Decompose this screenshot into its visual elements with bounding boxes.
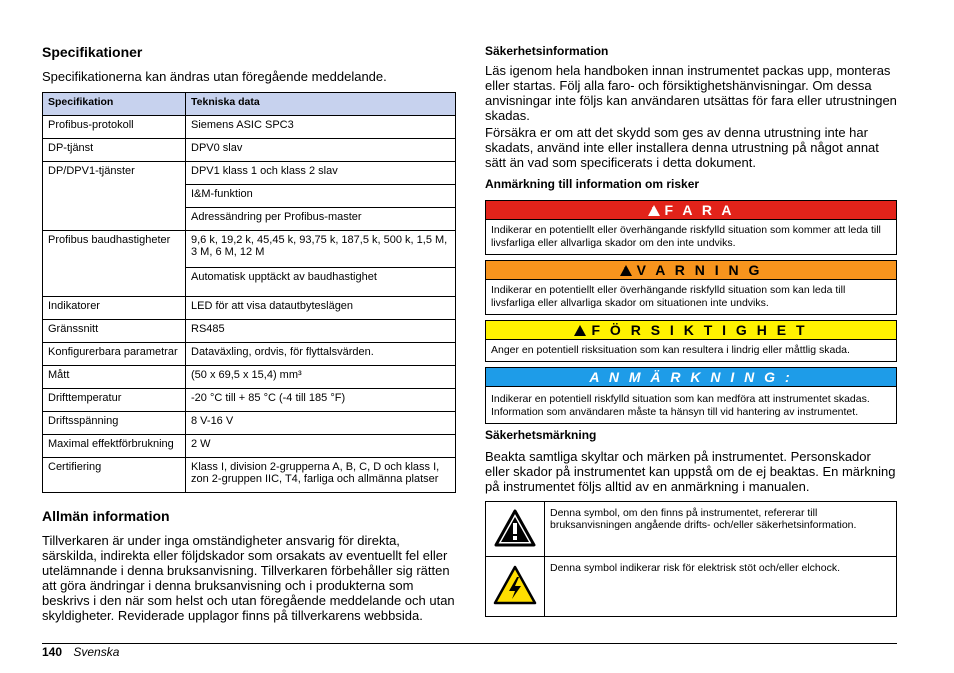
hazard-text: Indikerar en potentiellt eller överhängande riskfylld situation som kan leda till livsfarliga eller allvarliga skador om situationen inte undviks. [491, 284, 846, 309]
hazard-box [485, 320, 897, 362]
table-row [43, 343, 456, 366]
table-row [43, 162, 456, 185]
hazard-label: V A R N I N G [636, 262, 763, 278]
spec-value: I&M-funktion [186, 185, 456, 208]
safety-heading: Säkerhetsinformation [485, 44, 609, 58]
footer [42, 645, 119, 659]
spec-key: Mått [43, 366, 186, 389]
spec-value: -20 °C till + 85 °C (-4 till 185 °F) [186, 389, 456, 412]
general-heading: Allmän information [42, 508, 170, 524]
table-row [43, 297, 456, 320]
hazard-label-bar [486, 261, 896, 280]
spec-value: Adressändring per Profibus-master [186, 208, 456, 231]
safety-paragraph-1: Läs igenom hela handboken innan instrumentet packas upp, monteras eller startas. Följ alla faro- och försiktighetshänvisningar. Om dessa anvisningar inte följs kan användaren utsättas för fara eller utrustningen skadas. [485, 63, 897, 123]
table-row [43, 389, 456, 412]
footer-language: Svenska [73, 645, 120, 659]
spec-key: Gränssnitt [43, 320, 186, 343]
hazard-label-bar [486, 201, 896, 220]
spec-key: Profibus baudhastigheter [43, 231, 186, 297]
spec-col-header: Tekniska data [186, 93, 456, 116]
safety-paragraph-2: Försäkra er om att det skydd som ges av denna utrustning inte har skadats, använd inte eller installera denna utrustning på något annat sätt än vad som specificerats i detta dokument. [485, 125, 879, 170]
spec-intro: Specifikationerna kan ändras utan föregående meddelande. [42, 69, 387, 84]
warning-icon [494, 509, 536, 547]
table-row [43, 231, 456, 268]
spec-value: LED för att visa datautbyteslägen [186, 297, 456, 320]
spec-value: Automatisk upptäckt av baudhastighet [186, 268, 456, 297]
hazard-label: F Ö R S I K T I G H E T [591, 322, 808, 338]
table-row [43, 366, 456, 389]
spec-value: Dataväxling, ordvis, för flyttalsvärden. [186, 343, 456, 366]
spec-key: Driftsspänning [43, 412, 186, 435]
symbol-cell [486, 557, 545, 617]
spec-value: 2 W [186, 435, 456, 458]
hazard-text: Indikerar en potentiellt eller överhängande riskfylld situation som kommer att leda till livsfarliga eller allvarliga skador om den inte undviks. [491, 224, 881, 249]
table-row [43, 320, 456, 343]
table-row [43, 458, 456, 493]
spec-value: RS485 [186, 320, 456, 343]
hazard-label-bar [486, 321, 896, 340]
spec-value: 9,6 k, 19,2 k, 45,45 k, 93,75 k, 187,5 k, 500 k, 1,5 M, 3 M, 6 M, 12 M [186, 231, 456, 268]
spec-key: Profibus-protokoll [43, 116, 186, 139]
hazard-box [485, 367, 897, 424]
spec-key: DP-tjänst [43, 139, 186, 162]
table-row [43, 412, 456, 435]
hazard-label: F A R A [664, 202, 735, 218]
spec-value: (50 x 69,5 x 15,4) mm³ [186, 366, 456, 389]
spec-value: DPV0 slav [186, 139, 456, 162]
spec-table [42, 92, 456, 493]
table-row [43, 139, 456, 162]
spec-key: Drifttemperatur [43, 389, 186, 412]
spec-value: DPV1 klass 1 och klass 2 slav [186, 162, 456, 185]
hazard-box [485, 200, 897, 255]
spec-key: Konfigurerbara parametrar [43, 343, 186, 366]
spec-key: Certifiering [43, 458, 186, 493]
spec-key: DP/DPV1-tjänster [43, 162, 186, 231]
electric-shock-icon [493, 565, 537, 605]
table-row [43, 435, 456, 458]
spec-col-header: Specifikation [43, 93, 186, 116]
hazard-text: Indikerar en potentiell riskfylld situation som kan medföra att instrumentet skadas. Information som användaren måste ta hänsyn till vid hantering av instrumentet. [491, 393, 870, 418]
label-text: Beakta samtliga skyltar och märken på instrumentet. Personskador eller skador på instrumentet kan uppstå om de ej beaktas. En märkning på instrumentet följs alltid av en anmärkning i manualen. [485, 449, 896, 494]
spec-value: Klass I, division 2-grupperna A, B, C, D och klass I, zon 2-gruppen IIC, T4, farliga och allmänna platser [186, 458, 456, 493]
spec-value: 8 V-16 V [186, 412, 456, 435]
warning-icon [648, 205, 660, 216]
hazard-label-bar [486, 368, 896, 387]
symbol-table [485, 501, 897, 617]
label-heading: Säkerhetsmärkning [485, 428, 597, 442]
hazard-text: Anger en potentiell risksituation som kan resultera i lindrig eller måttlig skada. [491, 344, 850, 356]
warning-icon [620, 265, 632, 276]
spec-key: Maximal effektförbrukning [43, 435, 186, 458]
spec-value: Siemens ASIC SPC3 [186, 116, 456, 139]
symbol-text: Denna symbol, om den finns på instrumentet, refererar till bruksanvisningen angående drifts- och/eller säkerhetsinformation. [545, 502, 897, 557]
hazard-box [485, 260, 897, 315]
footer-divider [42, 643, 897, 644]
table-row [43, 116, 456, 139]
risk-heading: Anmärkning till information om risker [485, 177, 700, 191]
symbol-text: Denna symbol indikerar risk för elektrisk stöt och/eller elchock. [545, 557, 897, 617]
spec-key: Indikatorer [43, 297, 186, 320]
page-number: 140 [42, 645, 63, 659]
warning-icon [574, 325, 586, 336]
spec-heading: Specifikationer [42, 44, 143, 60]
hazard-label: A N M Ä R K N I N G : [589, 369, 793, 385]
symbol-cell [486, 502, 545, 557]
general-text: Tillverkaren är under inga omständigheter ansvarig för direkta, särskilda, indirekta eller följdskador som orsakats av eventuellt fel eller utelämnande i denna bruksanvisning. Tillverkaren förbehåller sig rätten att göra ändringar i denna bruksanvisning och i produkterna som beskrivs i den när som helst och utan föregående meddelande och utan skyldigheter. Reviderade upplagor finns på tillverkarens webbsida. [42, 533, 455, 623]
